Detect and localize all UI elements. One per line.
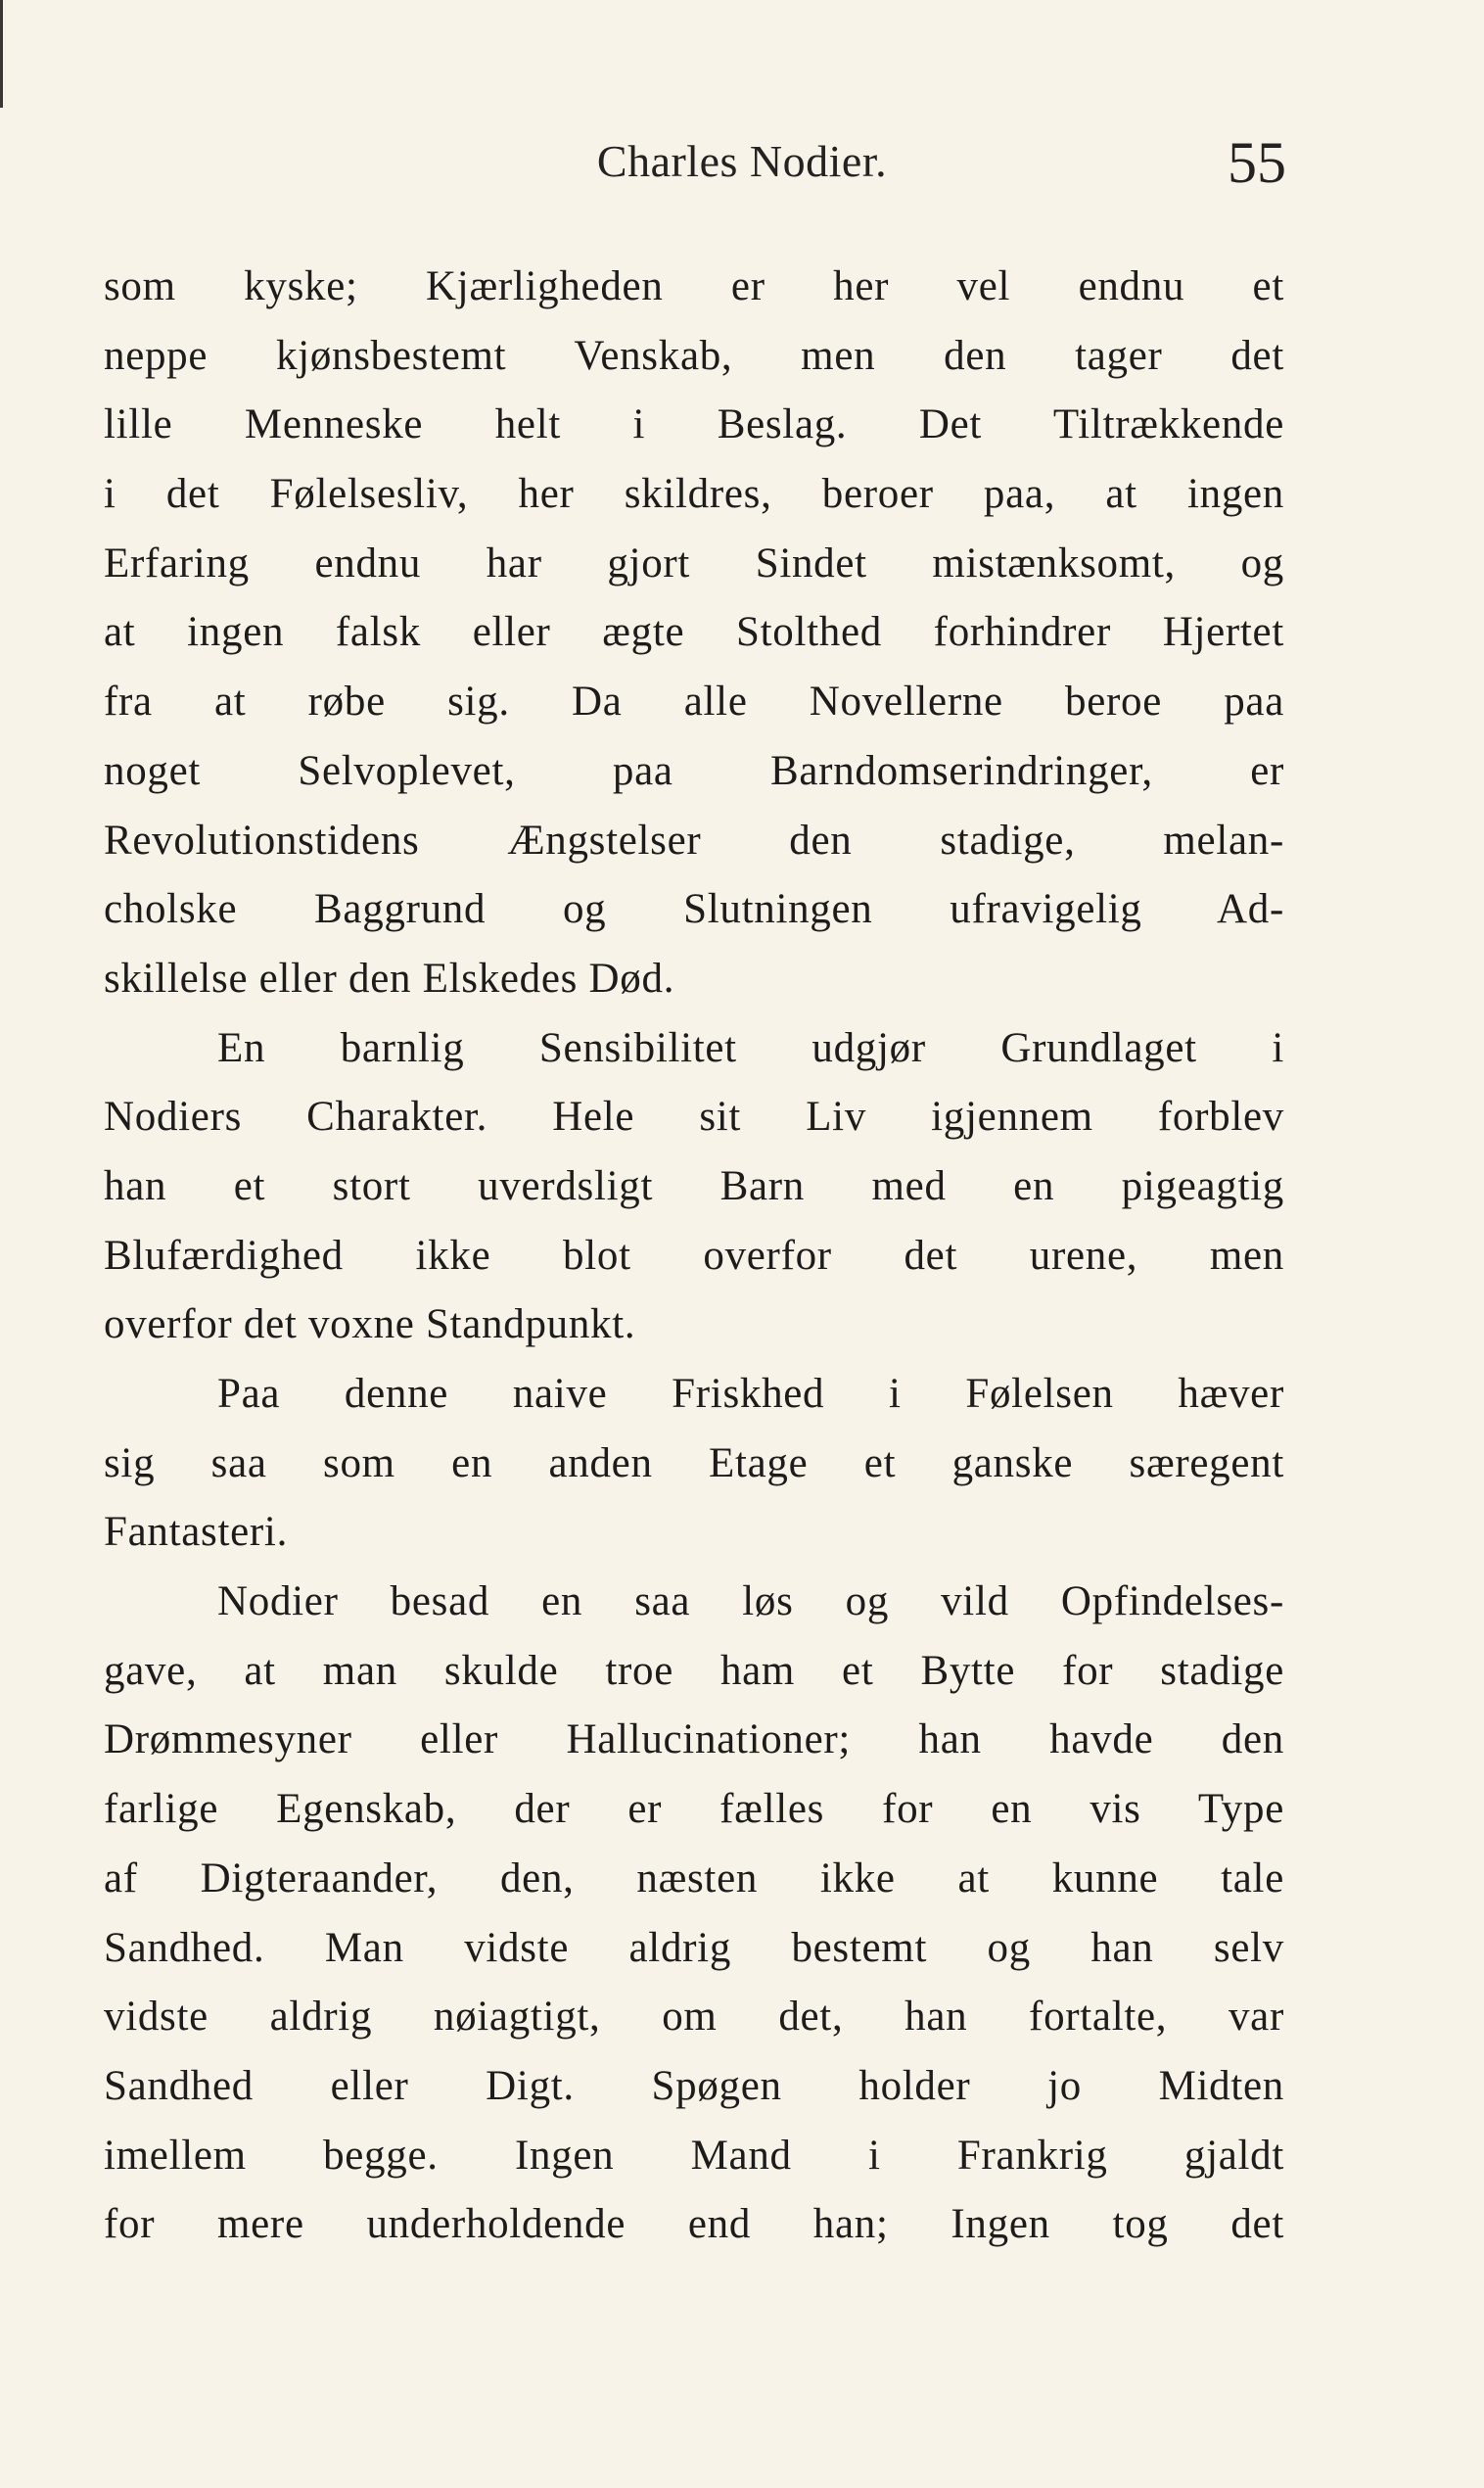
text-line: i det Følelsesliv, her skildres, beroer paa, at ingen [104,471,1284,518]
text-line: farlige Egenskab, der er fælles for en vis Type [104,1786,1284,1833]
text-line: noget Selvoplevet, paa Barndomserindringer, er [104,747,1284,794]
text-line: Sandhed eller Digt. Spøgen holder jo Midten [104,2062,1284,2109]
text-line: Fantasteri. [104,1509,289,1556]
text-line: han et stort uverdsligt Barn med en pigeagtig [104,1162,1284,1209]
text-line: Erfaring endnu har gjort Sindet mistænksomt, og [104,540,1284,587]
text-line: Nodier besad en saa løs og vild Opfindelses- [217,1578,1284,1625]
page-number: 55 [1228,130,1286,195]
text-line: som kyske; Kjærligheden er her vel endnu et [104,263,1284,309]
text-line: fra at røbe sig. Da alle Novellerne beroe paa [104,679,1284,726]
text-line: af Digteraander, den, næsten ikke at kunne tale [104,1854,1284,1901]
text-line: skillelse eller den Elskedes Død. [104,955,675,1002]
running-head: Charles Nodier. [596,136,888,186]
text-line: vidste aldrig nøiagtigt, om det, han fortalte, var [104,1994,1284,2041]
text-line: cholske Baggrund og Slutningen ufravigelig Ad- [104,886,1284,933]
text-line: Nodiers Charakter. Hele sit Liv igjennem forblev [104,1094,1284,1141]
text-line: En barnlig Sensibilitet udgjør Grundlaget i [217,1024,1284,1071]
text-line: neppe kjønsbestemt Venskab, men den tager det [104,332,1284,379]
body-text [104,253,1284,2260]
text-line: sig saa som en anden Etage et ganske særegent [104,1439,1284,1486]
page-edge-line [0,0,3,108]
text-line: Sandhed. Man vidste aldrig bestemt og han selv [104,1924,1284,1971]
text-line: gave, at man skulde troe ham et Bytte for stadige [104,1647,1284,1694]
text-line: for mere underholdende end han; Ingen tog det [104,2201,1284,2248]
page-header [0,125,1484,204]
text-line: Paa denne naive Friskhed i Følelsen hæver [217,1371,1284,1417]
text-line: Blufærdighed ikke blot overfor det urene, men [104,1232,1284,1279]
text-line: Drømmesyner eller Hallucinationer; han havde den [104,1716,1284,1763]
text-line: overfor det voxne Standpunkt. [104,1301,636,1348]
text-line: at ingen falsk eller ægte Stolthed forhindrer Hjertet [104,609,1284,656]
text-line: Revolutionstidens Ængstelser den stadige, melan- [104,817,1284,864]
text-line: lille Menneske helt i Beslag. Det Tiltrækkende [104,401,1284,448]
text-line: imellem begge. Ingen Mand i Frankrig gjaldt [104,2132,1284,2179]
